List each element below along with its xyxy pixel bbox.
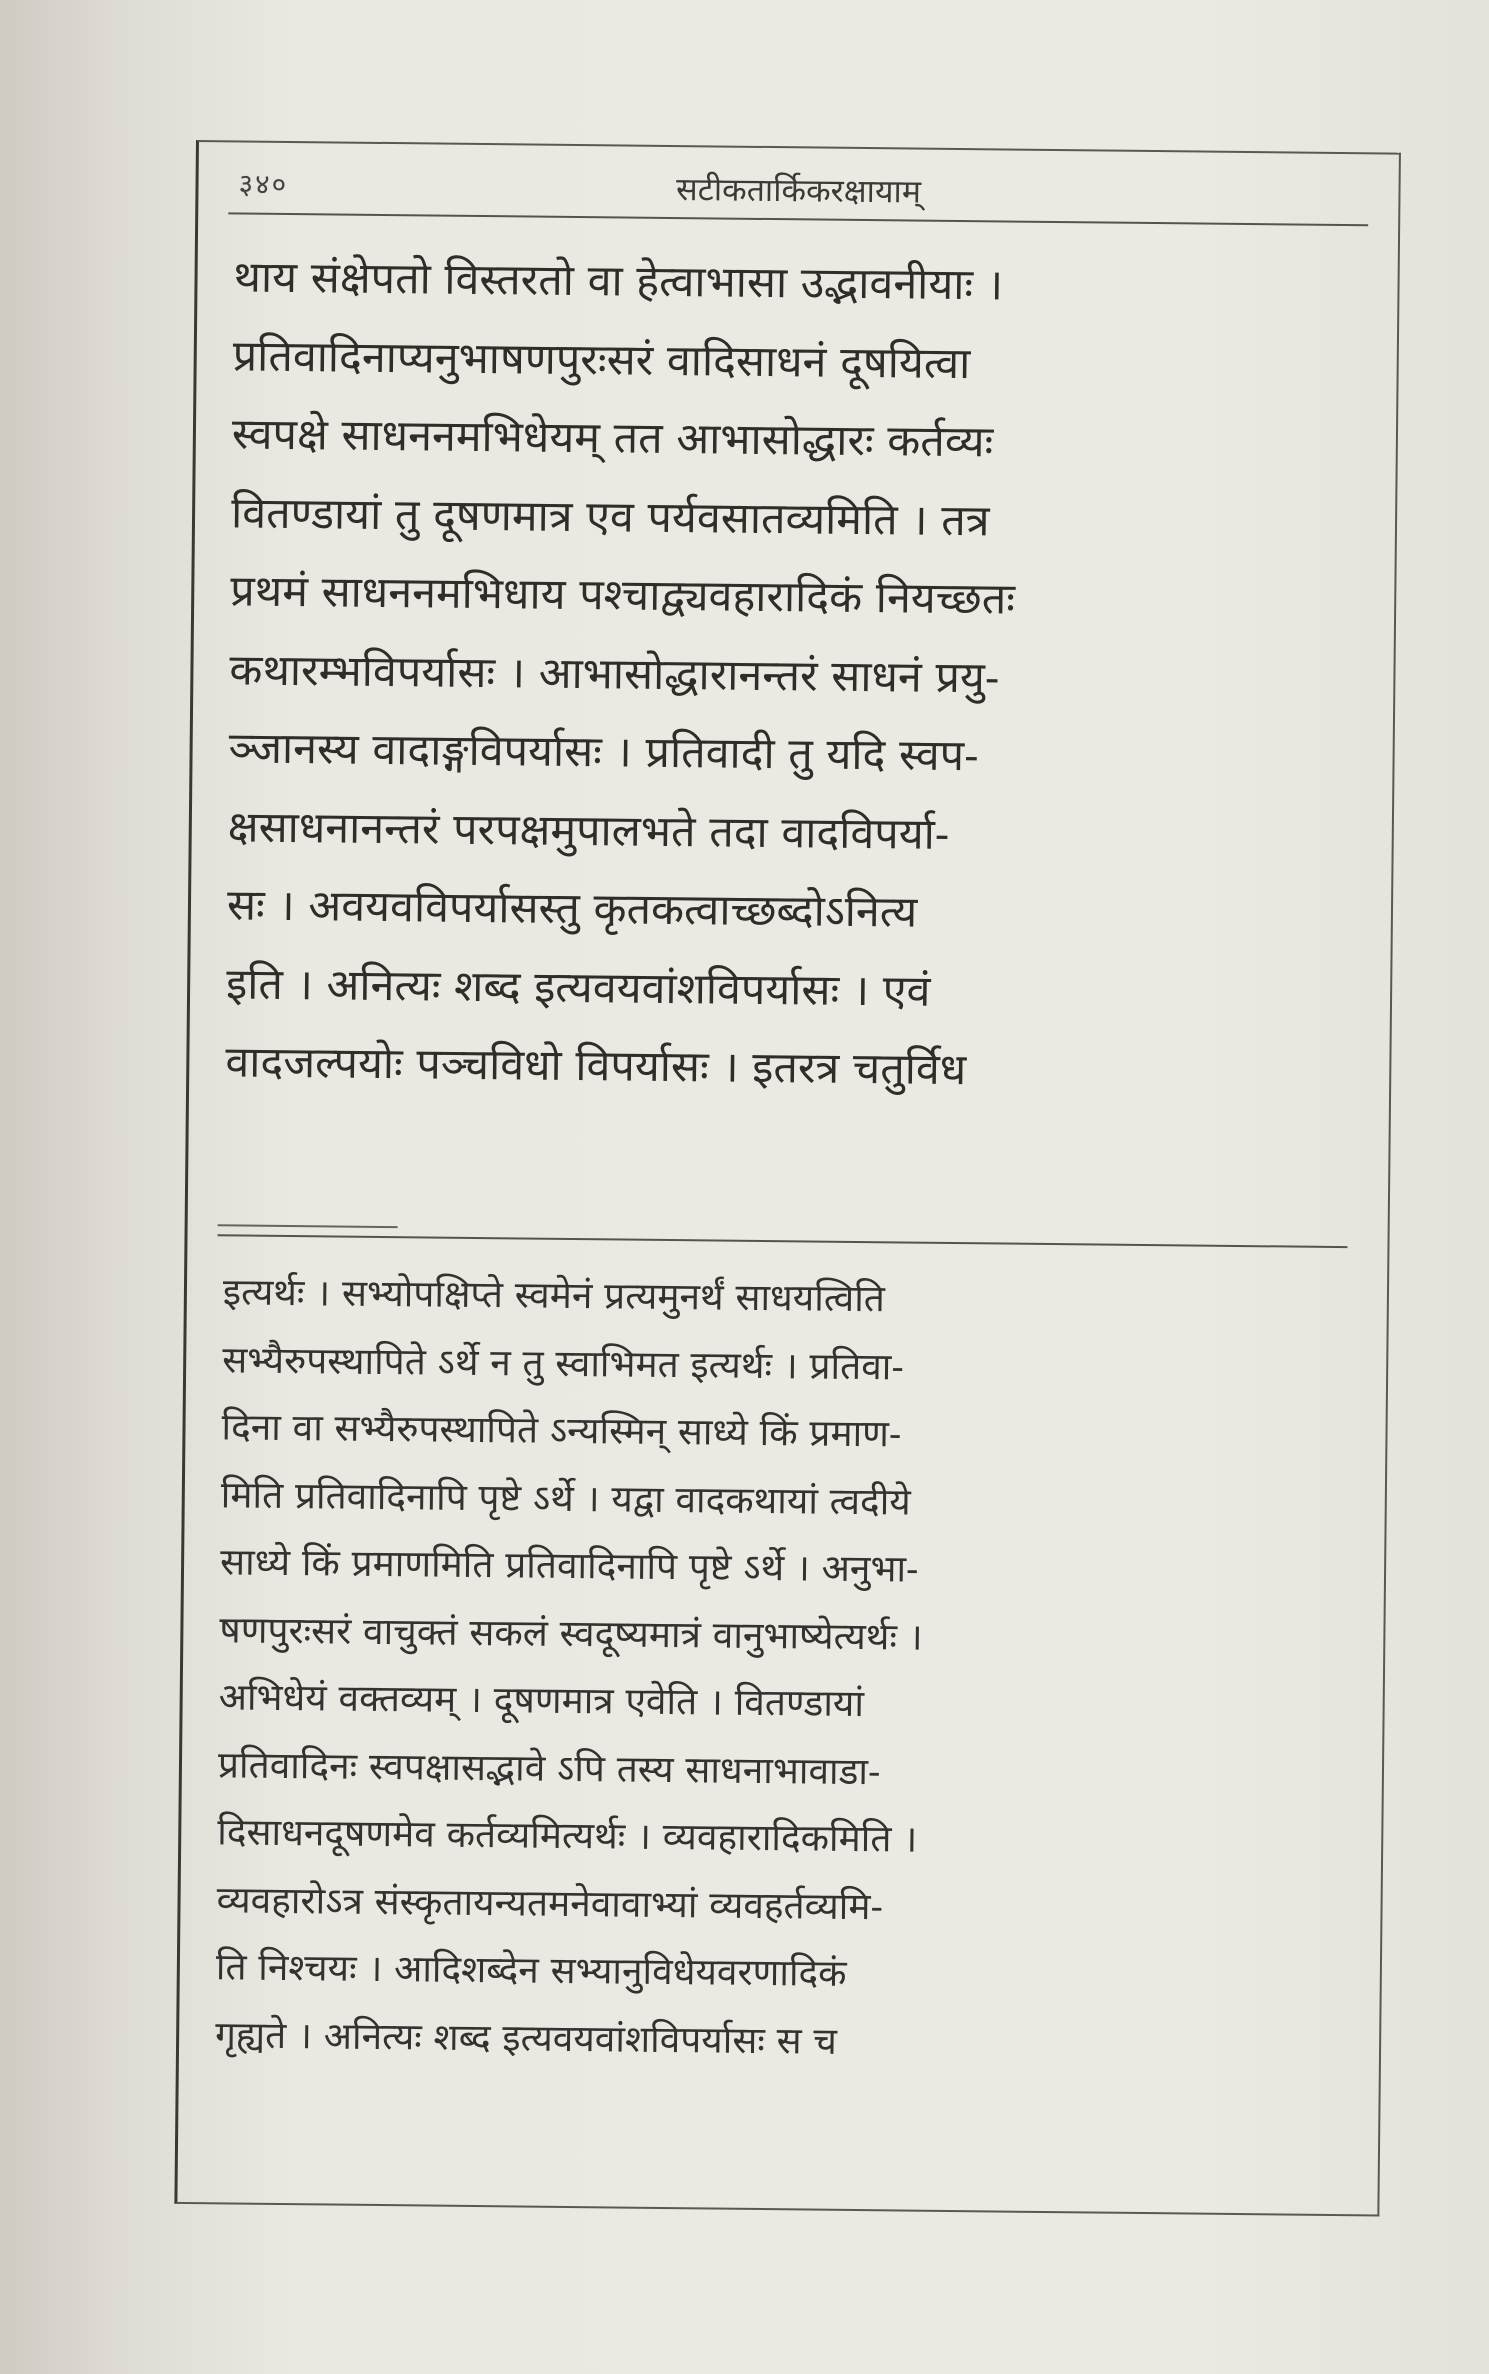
main-text-line: सः । अवयवविपर्यासस्तु कृतकत्वाच्छब्दोऽनित्य: [226, 880, 918, 938]
commentary-line: साध्ये किं प्रमाणमिति प्रतिवादिनापि पृष्टे ऽर्थे । अनुभा-: [219, 1540, 919, 1591]
main-text-line: वितण्डायां तु दूषणमात्र एव पर्यवसातव्यमिति । तत्र: [230, 487, 990, 546]
main-text-line: कथारम्भविपर्यासः । आभासोद्धारानन्तरं साधनं प्रयु-: [229, 644, 1000, 703]
commentary-line: गृह्यते । अनित्यः शब्द इत्यवयवांशविपर्यासः स च: [214, 2012, 838, 2063]
commentary-block: [215, 1258, 1357, 2080]
main-text-line: प्रथमं साधननमभिधाय पश्चाद्व्यवहारादिकं नियच्छतः: [230, 566, 1016, 625]
page-frame: [174, 140, 1401, 2217]
commentary-line: सभ्यैरुपस्थापिते ऽर्थे न तु स्वाभिमत इत्यर्थः । प्रतिवा-: [222, 1337, 905, 1388]
page-header: [228, 152, 1369, 226]
main-text-line: थाय संक्षेपतो विस्तरतो वा हेत्वाभासा उद्भावनीयाः ।: [233, 252, 1004, 311]
main-text-line: प्रतिवादिनाप्यनुभाषणपुरःसरं वादिसाधनं दूषयित्वा: [232, 330, 971, 389]
page-number: ३४०: [238, 167, 289, 201]
commentary-line: दिसाधनदूषणमेव कर्तव्यमित्यर्थः । व्यवहारादिकमिति ।: [217, 1810, 918, 1861]
commentary-line: षणपुरःसरं वाचुक्तं सकलं स्वदूष्यमात्रं वानुभाष्येत्यर्थः ।: [219, 1607, 923, 1659]
running-title: सटीकतार्किकरक्षायाम्: [675, 170, 922, 211]
main-text-line: स्वपक्षे साधननमभिधेयम् तत आभासोद्धारः कर्तव्यः: [231, 409, 994, 468]
commentary-line: व्यवहारोऽत्र संस्कृतायन्यतमनेवावाभ्यां व्यवहर्तव्यमि-: [216, 1877, 884, 1928]
main-text-line: इति । अनित्यः शब्द इत्यवयवांशविपर्यासः । एवं: [225, 958, 931, 1017]
commentary-line: दिना वा सभ्यैरुपस्थापिते ऽन्यस्मिन् साध्ये किं प्रमाण-: [221, 1405, 902, 1456]
main-text-block: [225, 238, 1368, 1113]
commentary-line: इत्यर्थः । सभ्योपक्षिप्ते स्वमेनं प्रत्यमुनर्थं साधयत्विति: [222, 1270, 886, 1321]
commentary-line: अभिधेयं वक्तव्यम् । दूषणमात्र एवेति । वितण्डायां: [218, 1675, 865, 1726]
commentary-line: ति निश्चयः । आदिशब्देन सभ्यानुविधेयवरणादिकं: [215, 1945, 847, 1995]
footnote-divider: [218, 1234, 1348, 1248]
main-text-line: वादजल्पयोः पञ्चविधो विपर्यासः । इतरत्र चतुर्विध: [225, 1037, 967, 1096]
main-text-line: ञ्जानस्य वादाङ्गविपर्यासः । प्रतिवादी तु यदि स्वप-: [228, 723, 979, 782]
footnote-rule-short: [218, 1224, 398, 1228]
commentary-line: मिति प्रतिवादिनापि पृष्टे ऽर्थे । यद्वा वादकथायां त्वदीये: [220, 1472, 911, 1524]
main-text-line: क्षसाधनानन्तरं परपक्षमुपालभते तदा वादविपर्या-: [227, 801, 950, 860]
commentary-line: प्रतिवादिनः स्वपक्षासद्भावे ऽपि तस्य साधनाभावाडा-: [217, 1742, 881, 1793]
